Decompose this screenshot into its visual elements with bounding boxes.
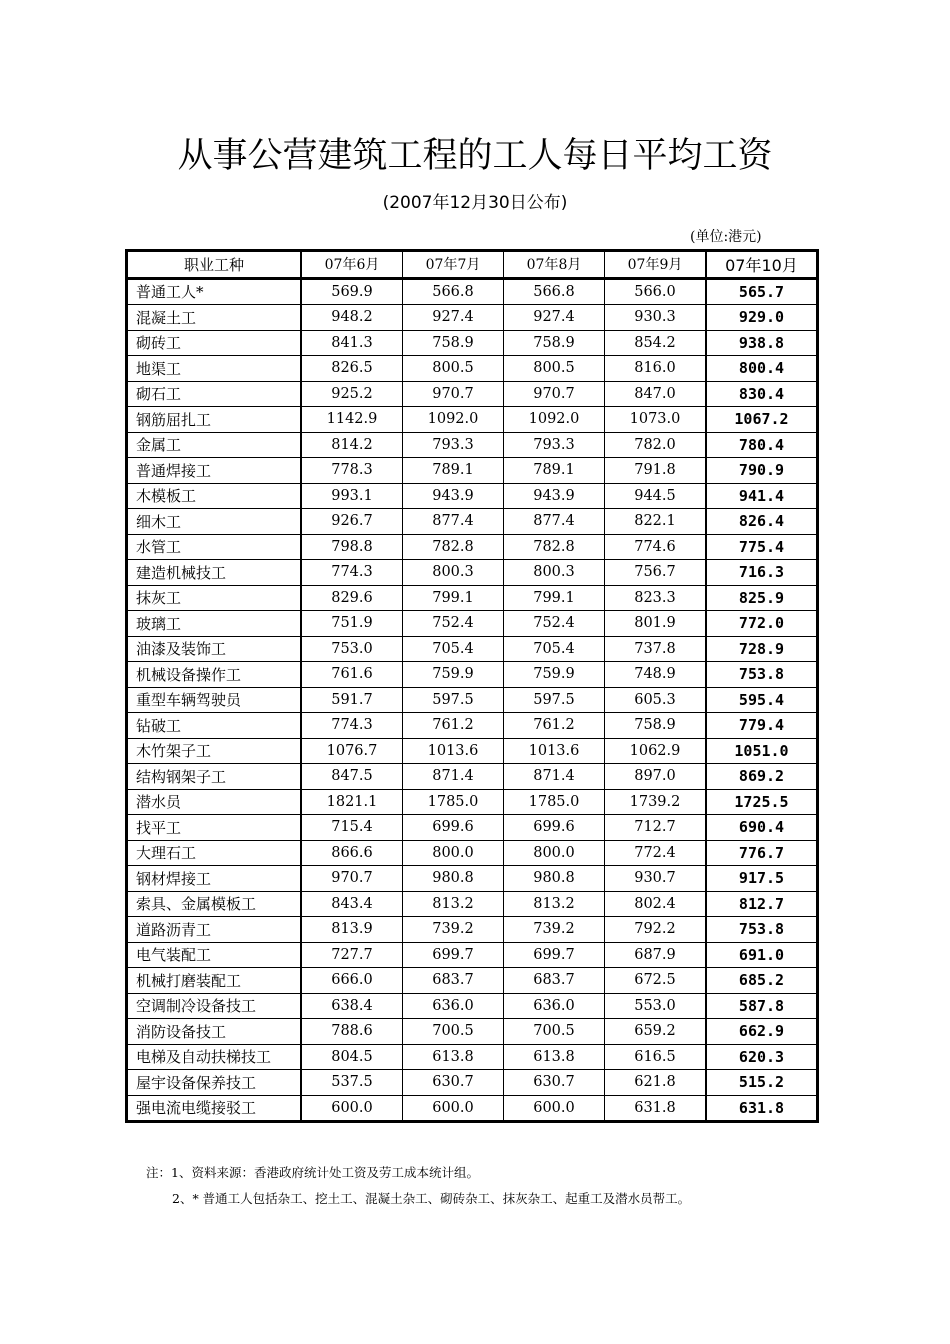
jun-cell: 798.8: [301, 534, 403, 560]
sep-cell: 1073.0: [605, 407, 707, 433]
oct-cell: 869.2: [706, 764, 818, 790]
table-row: [127, 738, 818, 764]
occupation-cell: 钢材焊接工: [127, 866, 302, 892]
aug-cell: 759.9: [504, 662, 605, 688]
sep-cell: 774.6: [605, 534, 707, 560]
table-row: [127, 585, 818, 611]
sep-cell: 801.9: [605, 611, 707, 637]
publish-date: (2007年12月30日公布): [382, 193, 568, 213]
aug-cell: 566.8: [504, 278, 605, 305]
table-row: [127, 1095, 818, 1122]
aug-cell: 758.9: [504, 330, 605, 356]
jun-cell: 826.5: [301, 356, 403, 382]
jul-cell: 758.9: [403, 330, 504, 356]
sep-cell: 930.7: [605, 866, 707, 892]
jun-cell: 847.5: [301, 764, 403, 790]
aug-cell: 600.0: [504, 1095, 605, 1122]
jun-cell: 774.3: [301, 560, 403, 586]
sep-cell: 791.8: [605, 458, 707, 484]
jul-cell: 1013.6: [403, 738, 504, 764]
occupation-cell: 电气装配工: [127, 942, 302, 968]
occupation-cell: 混凝土工: [127, 305, 302, 331]
table-row: [127, 509, 818, 535]
jul-cell: 613.8: [403, 1044, 504, 1070]
oct-cell: 1725.5: [706, 789, 818, 815]
footnote-general-worker: 2、* 普通工人包括杂工、挖土工、混凝土杂工、砌砖杂工、抹灰杂工、起重工及潜水员帮工。: [172, 1191, 691, 1206]
column-header-jun: 07年6月: [301, 251, 403, 279]
oct-cell: 753.8: [706, 662, 818, 688]
table-row: [127, 356, 818, 382]
aug-cell: 800.3: [504, 560, 605, 586]
sep-cell: 772.4: [605, 840, 707, 866]
table-row: [127, 993, 818, 1019]
sep-cell: 944.5: [605, 483, 707, 509]
table-row: [127, 687, 818, 713]
jun-cell: 1142.9: [301, 407, 403, 433]
oct-cell: 775.4: [706, 534, 818, 560]
jun-cell: 804.5: [301, 1044, 403, 1070]
sep-cell: 631.8: [605, 1095, 707, 1122]
jul-cell: 970.7: [403, 381, 504, 407]
jun-cell: 591.7: [301, 687, 403, 713]
occupation-cell: 钻破工: [127, 713, 302, 739]
occupation-cell: 潜水员: [127, 789, 302, 815]
jun-cell: 751.9: [301, 611, 403, 637]
jul-cell: 813.2: [403, 891, 504, 917]
occupation-cell: 抹灰工: [127, 585, 302, 611]
occupation-cell: 地渠工: [127, 356, 302, 382]
jul-cell: 566.8: [403, 278, 504, 305]
jun-cell: 841.3: [301, 330, 403, 356]
oct-cell: 691.0: [706, 942, 818, 968]
sep-cell: 816.0: [605, 356, 707, 382]
jul-cell: 871.4: [403, 764, 504, 790]
jul-cell: 789.1: [403, 458, 504, 484]
occupation-cell: 屋宇设备保养技工: [127, 1070, 302, 1096]
aug-cell: 761.2: [504, 713, 605, 739]
oct-cell: 690.4: [706, 815, 818, 841]
jul-cell: 752.4: [403, 611, 504, 637]
aug-cell: 636.0: [504, 993, 605, 1019]
table-row: [127, 305, 818, 331]
table-row: [127, 815, 818, 841]
jul-cell: 800.3: [403, 560, 504, 586]
jun-cell: 1821.1: [301, 789, 403, 815]
column-header-oct: 07年10月: [706, 251, 818, 279]
aug-cell: 793.3: [504, 432, 605, 458]
aug-cell: 1013.6: [504, 738, 605, 764]
table-row: [127, 636, 818, 662]
column-header-sep: 07年9月: [605, 251, 707, 279]
sep-cell: 1739.2: [605, 789, 707, 815]
table-row: [127, 917, 818, 943]
jun-cell: 813.9: [301, 917, 403, 943]
jul-cell: 980.8: [403, 866, 504, 892]
oct-cell: 825.9: [706, 585, 818, 611]
jul-cell: 700.5: [403, 1019, 504, 1045]
jun-cell: 925.2: [301, 381, 403, 407]
oct-cell: 565.7: [706, 278, 818, 305]
table-row: [127, 432, 818, 458]
occupation-cell: 道路沥青工: [127, 917, 302, 943]
sep-cell: 897.0: [605, 764, 707, 790]
column-header-jul: 07年7月: [403, 251, 504, 279]
aug-cell: 813.2: [504, 891, 605, 917]
occupation-cell: 钢筋屈扎工: [127, 407, 302, 433]
aug-cell: 800.0: [504, 840, 605, 866]
occupation-cell: 建造机械技工: [127, 560, 302, 586]
jul-cell: 699.7: [403, 942, 504, 968]
jun-cell: 638.4: [301, 993, 403, 1019]
table-row: [127, 560, 818, 586]
jul-cell: 636.0: [403, 993, 504, 1019]
wage-table: [125, 249, 819, 1123]
jul-cell: 800.0: [403, 840, 504, 866]
aug-cell: 705.4: [504, 636, 605, 662]
oct-cell: 830.4: [706, 381, 818, 407]
occupation-cell: 电梯及自动扶梯技工: [127, 1044, 302, 1070]
sep-cell: 616.5: [605, 1044, 707, 1070]
jul-cell: 1092.0: [403, 407, 504, 433]
jul-cell: 600.0: [403, 1095, 504, 1122]
jun-cell: 788.6: [301, 1019, 403, 1045]
oct-cell: 938.8: [706, 330, 818, 356]
table-row: [127, 764, 818, 790]
aug-cell: 699.7: [504, 942, 605, 968]
aug-cell: 630.7: [504, 1070, 605, 1096]
jun-cell: 537.5: [301, 1070, 403, 1096]
jun-cell: 727.7: [301, 942, 403, 968]
oct-cell: 776.7: [706, 840, 818, 866]
occupation-cell: 普通工人*: [127, 278, 302, 305]
jul-cell: 759.9: [403, 662, 504, 688]
table-row: [127, 713, 818, 739]
sep-cell: 566.0: [605, 278, 707, 305]
oct-cell: 780.4: [706, 432, 818, 458]
oct-cell: 812.7: [706, 891, 818, 917]
sep-cell: 687.9: [605, 942, 707, 968]
jun-cell: 829.6: [301, 585, 403, 611]
occupation-cell: 砌石工: [127, 381, 302, 407]
sep-cell: 712.7: [605, 815, 707, 841]
aug-cell: 943.9: [504, 483, 605, 509]
sep-cell: 930.3: [605, 305, 707, 331]
aug-cell: 739.2: [504, 917, 605, 943]
sep-cell: 605.3: [605, 687, 707, 713]
sep-cell: 823.3: [605, 585, 707, 611]
occupation-cell: 空调制冷设备技工: [127, 993, 302, 1019]
oct-cell: 662.9: [706, 1019, 818, 1045]
aug-cell: 752.4: [504, 611, 605, 637]
oct-cell: 917.5: [706, 866, 818, 892]
occupation-cell: 砌砖工: [127, 330, 302, 356]
aug-cell: 877.4: [504, 509, 605, 535]
table-row: [127, 891, 818, 917]
jul-cell: 799.1: [403, 585, 504, 611]
table-row: [127, 278, 818, 305]
sep-cell: 792.2: [605, 917, 707, 943]
occupation-cell: 油漆及装饰工: [127, 636, 302, 662]
oct-cell: 620.3: [706, 1044, 818, 1070]
jul-cell: 1785.0: [403, 789, 504, 815]
aug-cell: 800.5: [504, 356, 605, 382]
oct-cell: 929.0: [706, 305, 818, 331]
oct-cell: 1051.0: [706, 738, 818, 764]
column-header-aug: 07年8月: [504, 251, 605, 279]
oct-cell: 587.8: [706, 993, 818, 1019]
jun-cell: 778.3: [301, 458, 403, 484]
oct-cell: 728.9: [706, 636, 818, 662]
occupation-cell: 重型车辆驾驶员: [127, 687, 302, 713]
jul-cell: 630.7: [403, 1070, 504, 1096]
occupation-cell: 金属工: [127, 432, 302, 458]
aug-cell: 699.6: [504, 815, 605, 841]
jun-cell: 715.4: [301, 815, 403, 841]
aug-cell: 597.5: [504, 687, 605, 713]
sep-cell: 1062.9: [605, 738, 707, 764]
aug-cell: 683.7: [504, 968, 605, 994]
occupation-cell: 结构钢架子工: [127, 764, 302, 790]
aug-cell: 980.8: [504, 866, 605, 892]
aug-cell: 613.8: [504, 1044, 605, 1070]
jul-cell: 877.4: [403, 509, 504, 535]
column-header-occupation: 职业工种: [127, 251, 302, 279]
footnote-source: 注：1、资料来源：香港政府统计处工资及劳工成本统计组。: [146, 1165, 479, 1180]
oct-cell: 595.4: [706, 687, 818, 713]
table-row: [127, 840, 818, 866]
oct-cell: 631.8: [706, 1095, 818, 1122]
jul-cell: 683.7: [403, 968, 504, 994]
occupation-cell: 消防设备技工: [127, 1019, 302, 1045]
sep-cell: 802.4: [605, 891, 707, 917]
aug-cell: 1092.0: [504, 407, 605, 433]
table-row: [127, 458, 818, 484]
occupation-cell: 木模板工: [127, 483, 302, 509]
jul-cell: 800.5: [403, 356, 504, 382]
oct-cell: 826.4: [706, 509, 818, 535]
table-row: [127, 330, 818, 356]
occupation-cell: 木竹架子工: [127, 738, 302, 764]
aug-cell: 927.4: [504, 305, 605, 331]
table-row: [127, 483, 818, 509]
oct-cell: 790.9: [706, 458, 818, 484]
table-row: [127, 866, 818, 892]
aug-cell: 970.7: [504, 381, 605, 407]
oct-cell: 800.4: [706, 356, 818, 382]
table-row: [127, 1019, 818, 1045]
oct-cell: 772.0: [706, 611, 818, 637]
aug-cell: 1785.0: [504, 789, 605, 815]
sep-cell: 621.8: [605, 1070, 707, 1096]
sep-cell: 659.2: [605, 1019, 707, 1045]
table-row: [127, 968, 818, 994]
jun-cell: 600.0: [301, 1095, 403, 1122]
jun-cell: 814.2: [301, 432, 403, 458]
aug-cell: 871.4: [504, 764, 605, 790]
table-row: [127, 611, 818, 637]
oct-cell: 685.2: [706, 968, 818, 994]
jun-cell: 993.1: [301, 483, 403, 509]
occupation-cell: 大理石工: [127, 840, 302, 866]
occupation-cell: 玻璃工: [127, 611, 302, 637]
occupation-cell: 机械设备操作工: [127, 662, 302, 688]
oct-cell: 515.2: [706, 1070, 818, 1096]
jul-cell: 739.2: [403, 917, 504, 943]
table-row: [127, 662, 818, 688]
jul-cell: 943.9: [403, 483, 504, 509]
occupation-cell: 普通焊接工: [127, 458, 302, 484]
jun-cell: 970.7: [301, 866, 403, 892]
occupation-cell: 水管工: [127, 534, 302, 560]
sep-cell: 748.9: [605, 662, 707, 688]
occupation-cell: 索具、金属模板工: [127, 891, 302, 917]
jun-cell: 753.0: [301, 636, 403, 662]
sep-cell: 847.0: [605, 381, 707, 407]
oct-cell: 1067.2: [706, 407, 818, 433]
table-row: [127, 789, 818, 815]
jun-cell: 866.6: [301, 840, 403, 866]
table-row: [127, 1044, 818, 1070]
jul-cell: 782.8: [403, 534, 504, 560]
oct-cell: 716.3: [706, 560, 818, 586]
table-header-row: [127, 251, 818, 279]
jul-cell: 793.3: [403, 432, 504, 458]
table-body: [127, 278, 818, 1122]
jul-cell: 699.6: [403, 815, 504, 841]
sep-cell: 672.5: [605, 968, 707, 994]
page-title: 从事公营建筑工程的工人每日平均工资: [177, 136, 773, 176]
jun-cell: 948.2: [301, 305, 403, 331]
jul-cell: 927.4: [403, 305, 504, 331]
aug-cell: 782.8: [504, 534, 605, 560]
footnotes: [146, 1160, 690, 1212]
oct-cell: 753.8: [706, 917, 818, 943]
jun-cell: 1076.7: [301, 738, 403, 764]
table-row: [127, 942, 818, 968]
sep-cell: 756.7: [605, 560, 707, 586]
jul-cell: 705.4: [403, 636, 504, 662]
sep-cell: 553.0: [605, 993, 707, 1019]
occupation-cell: 找平工: [127, 815, 302, 841]
unit-label: (单位:港元): [690, 229, 762, 245]
aug-cell: 789.1: [504, 458, 605, 484]
aug-cell: 700.5: [504, 1019, 605, 1045]
table-row: [127, 381, 818, 407]
jun-cell: 926.7: [301, 509, 403, 535]
occupation-cell: 机械打磨装配工: [127, 968, 302, 994]
occupation-cell: 细木工: [127, 509, 302, 535]
jul-cell: 761.2: [403, 713, 504, 739]
table-row: [127, 407, 818, 433]
jun-cell: 843.4: [301, 891, 403, 917]
jun-cell: 569.9: [301, 278, 403, 305]
oct-cell: 941.4: [706, 483, 818, 509]
jun-cell: 774.3: [301, 713, 403, 739]
sep-cell: 758.9: [605, 713, 707, 739]
sep-cell: 782.0: [605, 432, 707, 458]
jun-cell: 761.6: [301, 662, 403, 688]
oct-cell: 779.4: [706, 713, 818, 739]
table-row: [127, 1070, 818, 1096]
jun-cell: 666.0: [301, 968, 403, 994]
jul-cell: 597.5: [403, 687, 504, 713]
sep-cell: 854.2: [605, 330, 707, 356]
aug-cell: 799.1: [504, 585, 605, 611]
sep-cell: 737.8: [605, 636, 707, 662]
sep-cell: 822.1: [605, 509, 707, 535]
table-row: [127, 534, 818, 560]
occupation-cell: 强电流电缆接驳工: [127, 1095, 302, 1122]
